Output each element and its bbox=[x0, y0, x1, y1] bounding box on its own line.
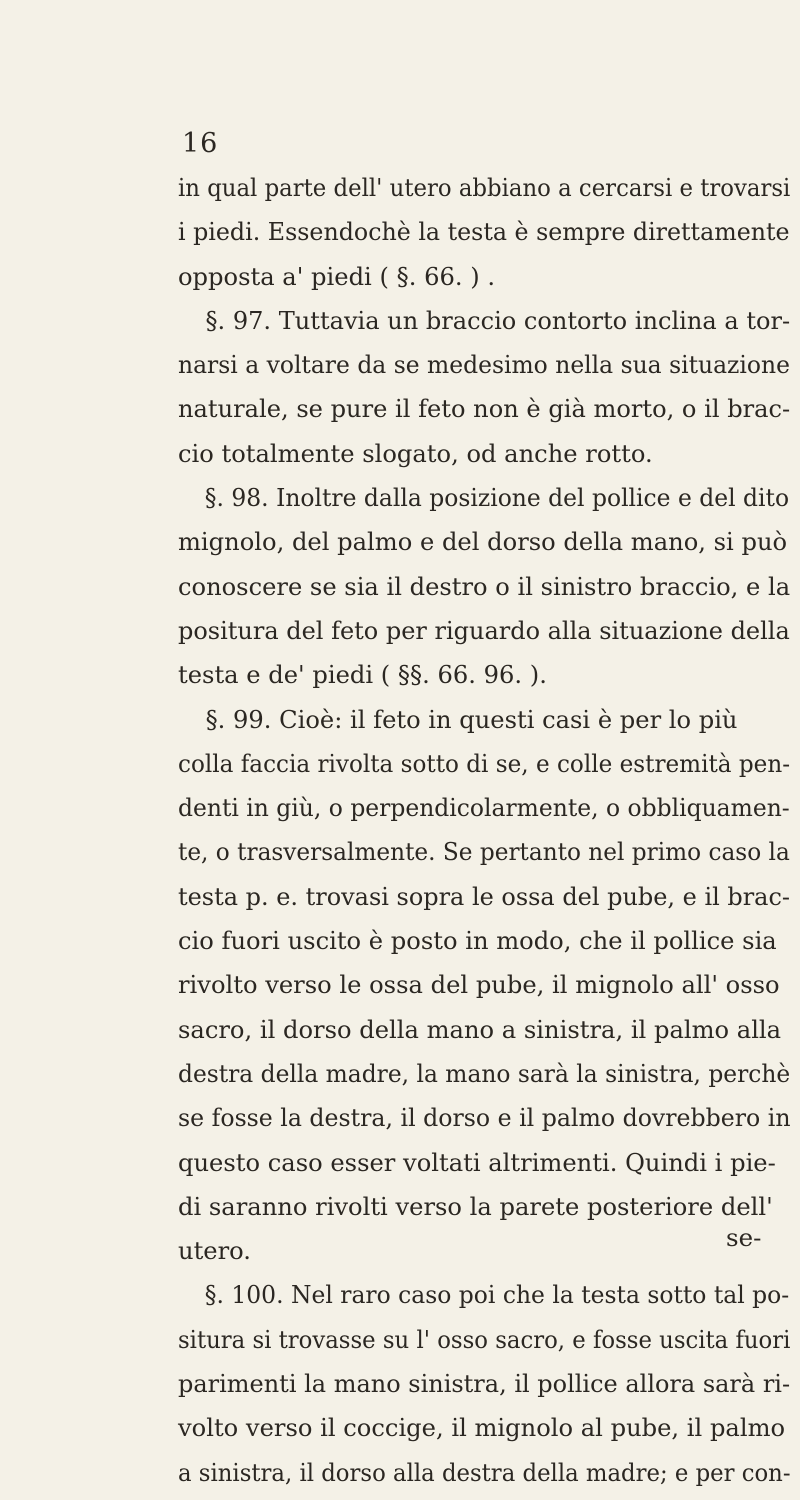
text-line: positura del feto per riguardo alla situazione della bbox=[178, 615, 790, 645]
text-line: a sinistra, il dorso alla destra della madre; e per con- bbox=[178, 1457, 791, 1487]
body-text bbox=[178, 166, 798, 1495]
catchword: se- bbox=[726, 1223, 762, 1252]
text-line: cio totalmente slogato, od anche rotto. bbox=[178, 438, 653, 468]
text-line: conoscere se sia il destro o il sinistro braccio, e la bbox=[178, 571, 791, 601]
text-line: parimenti la mano sinistra, il pollice allora sarà ri- bbox=[178, 1369, 791, 1399]
text-line: i piedi. Essendochè la testa è sempre direttamente bbox=[178, 217, 790, 247]
paragraph-98-start: §. 98. Inoltre dalla posizione del pollice e del dito bbox=[204, 483, 790, 513]
text-line: rivolto verso le ossa del pube, il mignolo all' osso bbox=[178, 970, 780, 1000]
text-line: mignolo, del palmo e del dorso della mano, si può bbox=[178, 527, 788, 557]
text-line: narsi a voltare da se medesimo nella sua situazione bbox=[178, 350, 790, 380]
text-line: testa e de' piedi ( §§. 66. 96. ). bbox=[178, 660, 547, 690]
text-line: destra della madre, la mano sarà la sinistra, perchè bbox=[178, 1058, 791, 1088]
text-line: denti in giù, o perpendicolarmente, o obbliquamen- bbox=[178, 793, 790, 823]
text-line: testa p. e. trovasi sopra le ossa del pube, e il brac- bbox=[178, 881, 790, 911]
paragraph-97-start: §. 97. Tuttavia un braccio contorto inclina a tor- bbox=[205, 305, 791, 335]
text-line: sacro, il dorso della mano a sinistra, il palmo alla bbox=[178, 1014, 782, 1044]
text-line: in qual parte dell' utero abbiano a cercarsi e trovarsi bbox=[178, 173, 791, 202]
text-line: colla faccia rivolta sotto di se, e colle estremità pen- bbox=[178, 748, 791, 778]
paragraph-100-start: §. 100. Nel raro caso poi che la testa sotto tal po- bbox=[204, 1280, 790, 1310]
text-line: te, o trasversalmente. Se pertanto nel primo caso la bbox=[178, 837, 790, 867]
text-line: di saranno rivolti verso la parete posteriore dell' bbox=[178, 1191, 773, 1221]
text-line: volto verso il coccige, il mignolo al pube, il palmo bbox=[178, 1413, 786, 1443]
page-number: 16 bbox=[182, 128, 219, 159]
text-line: situra si trovasse su l' osso sacro, e fosse uscita fuori bbox=[178, 1324, 791, 1354]
text-line: se fosse la destra, il dorso e il palmo dovrebbero in bbox=[178, 1103, 791, 1133]
text-line: opposta a' piedi ( §. 66. ) . bbox=[178, 261, 496, 291]
text-line: naturale, se pure il feto non è già morto, o il brac- bbox=[178, 394, 791, 424]
text-line: cio fuori uscito è posto in modo, che il pollice sia bbox=[178, 926, 777, 956]
text-line: questo caso esser voltati altrimenti. Quindi i pie- bbox=[178, 1147, 776, 1177]
text-line: utero. bbox=[178, 1236, 251, 1266]
paragraph-99-start: §. 99. Cioè: il feto in questi casi è per lo più bbox=[205, 704, 738, 734]
